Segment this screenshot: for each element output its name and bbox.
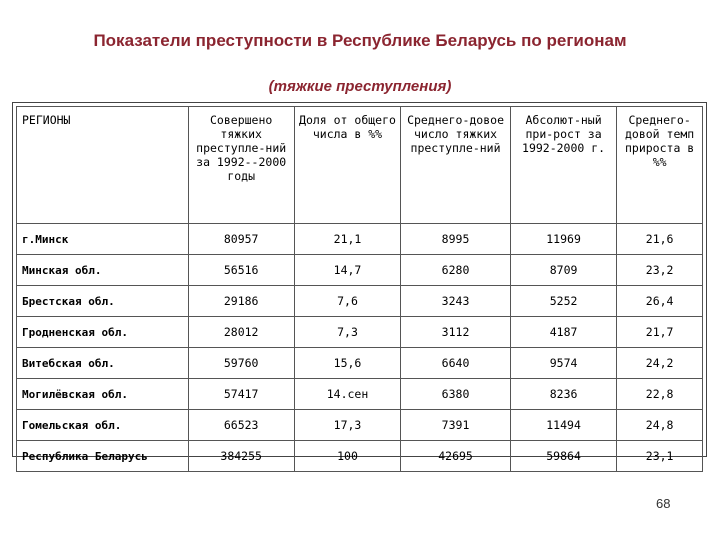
value-cell: 4187: [510, 317, 616, 348]
value-cell: 3112: [401, 317, 511, 348]
column-header: Абсолют-ный при-рост за 1992-2000 г.: [510, 107, 616, 224]
column-header: Совершено тяжких преступле-ний за 1992--2000 годы: [188, 107, 294, 224]
value-cell: 384255: [188, 441, 294, 472]
value-cell: 11969: [510, 224, 616, 255]
table-row: [17, 224, 703, 255]
table-row: [17, 379, 703, 410]
value-cell: 3243: [401, 286, 511, 317]
column-header: РЕГИОНЫ: [17, 107, 189, 224]
column-header: Доля от общего числа в %%: [294, 107, 400, 224]
value-cell: 7391: [401, 410, 511, 441]
table-body: [17, 224, 703, 472]
region-cell: Гомельская обл.: [17, 410, 189, 441]
slide-subtitle: (тяжкие преступления): [268, 78, 452, 95]
value-cell: 6280: [401, 255, 511, 286]
value-cell: 59760: [188, 348, 294, 379]
value-cell: 42695: [401, 441, 511, 472]
table-row: [17, 410, 703, 441]
value-cell: 56516: [188, 255, 294, 286]
value-cell: 57417: [188, 379, 294, 410]
page-number: 68: [656, 496, 671, 511]
region-cell: Витебская обл.: [17, 348, 189, 379]
value-cell: 24,8: [617, 410, 703, 441]
region-cell: Минская обл.: [17, 255, 189, 286]
value-cell: 7,6: [294, 286, 400, 317]
value-cell: 24,2: [617, 348, 703, 379]
slide-title: Показатели преступности в Республике Беларусь по регионам: [93, 31, 627, 50]
value-cell: 26,4: [617, 286, 703, 317]
value-cell: 23,2: [617, 255, 703, 286]
value-cell: 9574: [510, 348, 616, 379]
column-header: Среднего-довой темп прироста в %%: [617, 107, 703, 224]
value-cell: 66523: [188, 410, 294, 441]
value-cell: 59864: [510, 441, 616, 472]
value-cell: 8709: [510, 255, 616, 286]
value-cell: 14,7: [294, 255, 400, 286]
crime-table-frame: [12, 102, 707, 463]
value-cell: 8236: [510, 379, 616, 410]
value-cell: 6380: [401, 379, 511, 410]
value-cell: 7,3: [294, 317, 400, 348]
region-cell: Могилёвская обл.: [17, 379, 189, 410]
value-cell: 100: [294, 441, 400, 472]
value-cell: 28012: [188, 317, 294, 348]
value-cell: 21,1: [294, 224, 400, 255]
table-row: [17, 255, 703, 286]
value-cell: 23,1: [617, 441, 703, 472]
value-cell: 6640: [401, 348, 511, 379]
table-row: [17, 286, 703, 317]
table-row: [17, 348, 703, 379]
value-cell: 14.сен: [294, 379, 400, 410]
table-row: [17, 317, 703, 348]
value-cell: 17,3: [294, 410, 400, 441]
region-cell: г.Минск: [17, 224, 189, 255]
value-cell: 21,7: [617, 317, 703, 348]
region-cell: Гродненская обл.: [17, 317, 189, 348]
value-cell: 15,6: [294, 348, 400, 379]
value-cell: 22,8: [617, 379, 703, 410]
table-row: [17, 441, 703, 472]
column-header: Среднего-довое число тяжких преступле-ний: [401, 107, 511, 224]
value-cell: 29186: [188, 286, 294, 317]
value-cell: 8995: [401, 224, 511, 255]
value-cell: 21,6: [617, 224, 703, 255]
crime-table: [16, 106, 703, 472]
value-cell: 5252: [510, 286, 616, 317]
value-cell: 80957: [188, 224, 294, 255]
region-cell: Брестская обл.: [17, 286, 189, 317]
value-cell: 11494: [510, 410, 616, 441]
region-cell: Республика Беларусь: [17, 441, 189, 472]
table-header-row: [17, 107, 703, 224]
